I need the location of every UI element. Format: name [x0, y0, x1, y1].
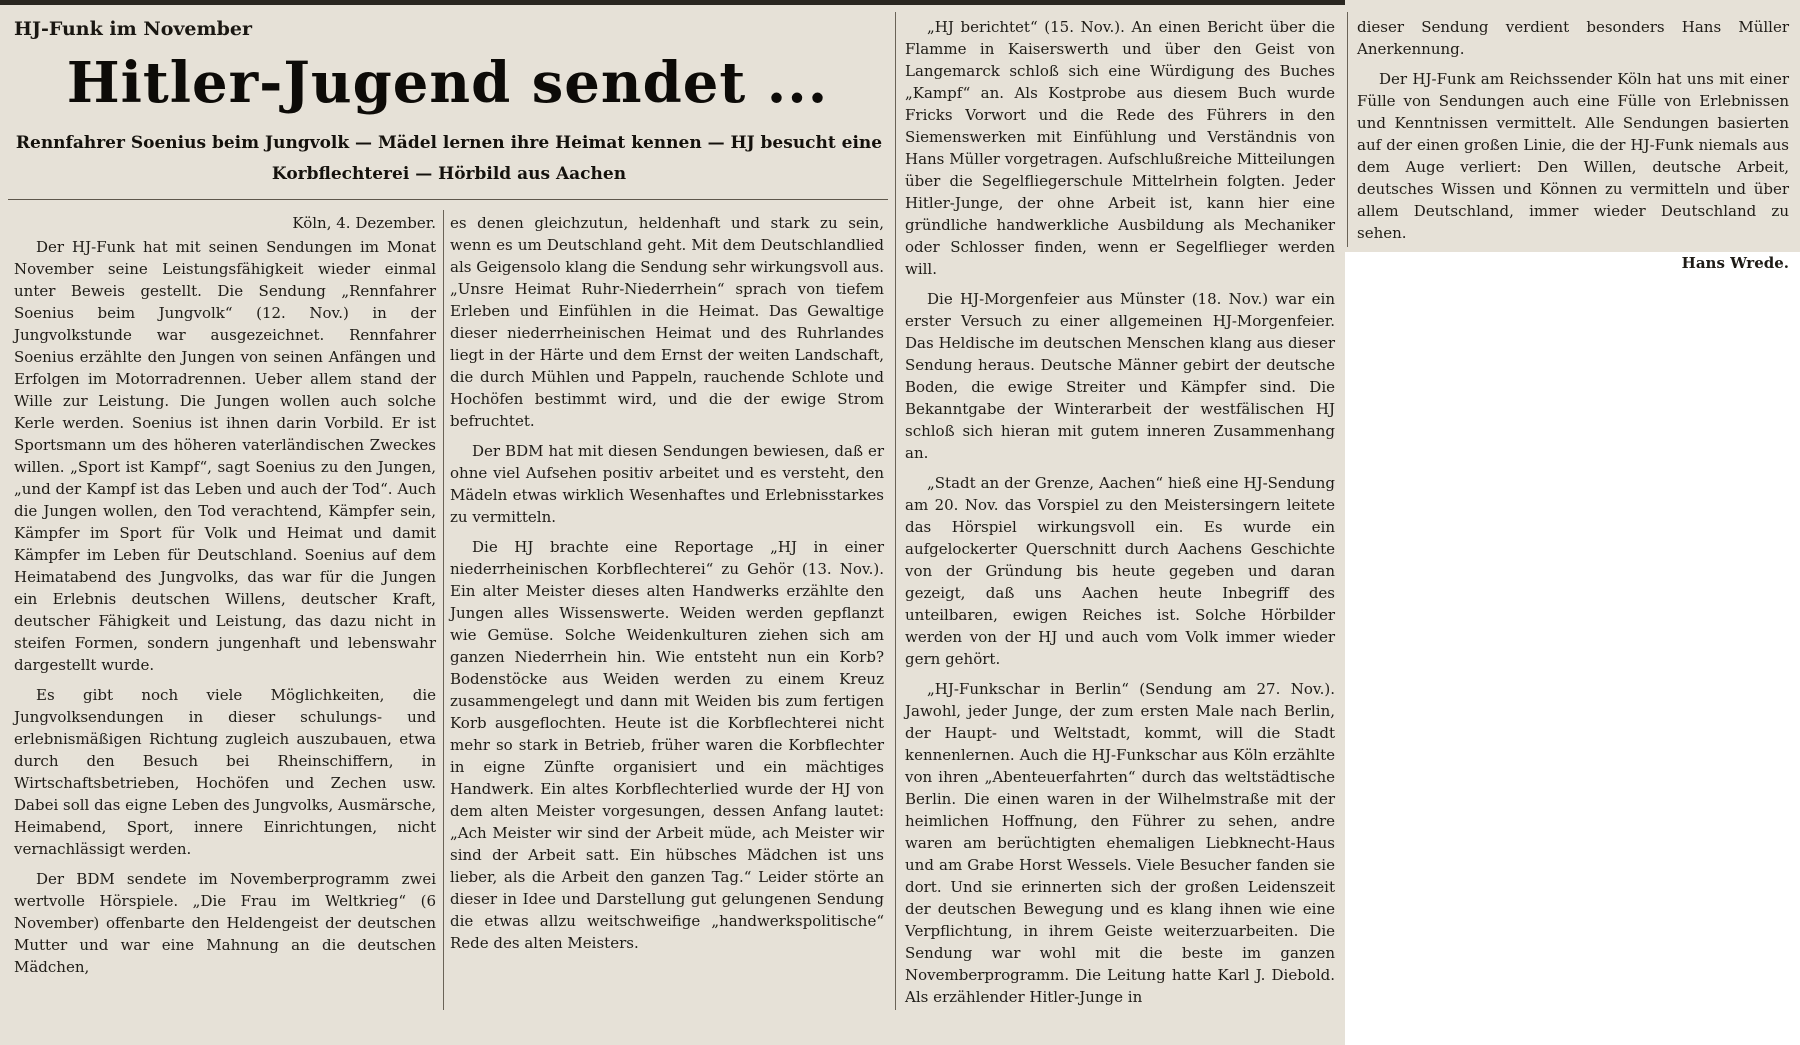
- text-column-4: [1357, 16, 1789, 274]
- paragraph: Die HJ-Morgenfeier aus Münster (18. Nov.) war ein erster Versuch zu einer allgemeinen HJ-Morgenfeier. Das Heldische im deutschen Menschen klang aus dieser Sendung heraus. Deutsche Männer gebirt der deutsche Boden, die ewige Streiter und Kämpfer sind. Die Bekanntgabe der Winterarbeit der westfälischen HJ schloß sich hieran mit gutem inneren Zusammenhang an.: [905, 290, 1335, 462]
- author-byline: Hans Wrede.: [1681, 254, 1789, 272]
- text-column-2: [450, 212, 884, 962]
- paragraph: Der HJ-Funk hat mit seinen Sendungen im Monat November seine Leistungsfähigkeit wieder einmal unter Beweis gestellt. Die Sendung „Rennfahrer Soenius beim Jungvolk“ (12. Nov.) in der Jungvolkstunde war ausgezeichnet. Rennfahrer Soenius erzählte den Jungen von seinen Anfängen und Erfolgen im Motorradrennen. Ueber allem stand der Wille zur Leistung. Die Jungen wollen auch solche Kerle werden. Soenius ist ihnen darin Vorbild. Er ist Sportsmann um des höheren vaterländischen Zweckes willen. „Sport ist Kampf“, sagt Soenius zu den Jungen, „und der Kampf ist das Leben und auch der Tod“. Auch die Jungen wollen, den Tod verachtend, Kämpfer sein, Kämpfer im Sport für Volk und Heimat und damit Kämpfer im Leben für Deutschland. Soenius auf dem Heimatabend des Jungvolks, das war für die Jungen ein Erlebnis deutschen Willens, deutscher Kraft, deutscher Fähigkeit und Leistung, das dazu nicht in steifen Formen, sondern jungenhaft und lebenswahr dargestellt wurde.: [14, 238, 436, 674]
- paragraph: es denen gleichzutun, heldenhaft und stark zu sein, wenn es um Deutschland geht. Mit dem Deutschlandlied als Geigensolo klang die Sendung sehr wirkungsvoll aus. „Unsre Heimat Ruhr-Niederrhein“ sprach von tiefem Erleben und Einfühlen in die Heimat. Das Gewaltige dieser niederrheinischen Heimat und des Ruhrlandes liegt in der Härte und dem Ernst der weiten Landschaft, die durch Mühlen und Pappeln, rauchende Schlote und Hochöfen bestimmt wird, und die der ewige Strom befruchtet.: [450, 214, 884, 430]
- headline-divider: [8, 199, 888, 200]
- top-border-rule: [0, 0, 1345, 5]
- article-headline: Hitler-Jugend sendet ...: [66, 50, 829, 116]
- paragraph: „Stadt an der Grenze, Aachen“ hieß eine HJ-Sendung am 20. Nov. das Vorspiel zu den Meistersingern leitete das Hörspiel wirkungsvoll ein. Es wurde ein aufgelockerter Querschnitt durch Aachens Geschichte von der Gründung bis heute gegeben und daran gezeigt, daß uns Aachen heute Inbegriff des unteilbaren, ewigen Reiches ist. Solche Hörbilder werden von der HJ und auch vom Volk immer wieder gern gehört.: [905, 474, 1335, 668]
- column-divider: [1347, 12, 1348, 247]
- column-divider: [443, 210, 444, 1010]
- paragraph: „HJ-Funkschar in Berlin“ (Sendung am 27. Nov.). Jawohl, jeder Junge, der zum ersten Male nach Berlin, der Haupt- und Weltstadt, kommt, will die Stadt kennenlernen. Auch die HJ-Funkschar aus Köln erzählte von ihren „Abenteuerfahrten“ durch das weltstädtische Berlin. Die einen waren in der Wilhelmstraße mit der heimlichen Hoffnung, den Führer zu sehen, andre waren am berüchtigten ehemaligen Liebknecht-Haus und am Grabe Horst Wessels. Viele Besucher fanden sie dort. Und sie erinnerten sich der großen Leidenszeit der deutschen Bewegung und es klang ihnen wie eine Verpflichtung, in ihrem Geiste weiterzuarbeiten. Die Sendung war wohl mit die beste im ganzen Novemberprogramm. Die Leitung hatte Karl J. Diebold. Als erzählender Hitler-Junge in: [905, 680, 1335, 1006]
- paragraph: Die HJ brachte eine Reportage „HJ in einer niederrheinischen Korbflechterei“ zu Gehör (13. Nov.). Ein alter Meister dieses alten Handwerks erzählte den Jungen alles Wissenswerte. Weiden werden gepflanzt wie Gemüse. Solche Weidenkulturen ziehen sich am ganzen Niederrhein hin. Wie entsteht nun ein Korb? Bodenstöcke aus Weiden werden zu einem Kreuz zusammengelegt und dann mit Weiden bis zum fertigen Korb ausgeflochten. Heute ist die Korbflechterei nicht mehr so stark in Betrieb, früher waren die Korbflechter in eigne Zünfte organisiert und ein mächtiges Handwerk. Ein altes Korbflechterlied wurde der HJ von dem alten Meister vorgesungen, dessen Anfang lautet: „Ach Meister wir sind der Arbeit müde, ach Meister wir sind der Arbeit satt. Ein hübsches Mädchen ist uns lieber, als die Arbeit den ganzen Tag.“ Leider störte an dieser in Idee und Darstellung gut gelungenen Sendung die etwas allzu weitschweifige „handwerkspolitische“ Rede des alten Meisters.: [450, 538, 884, 952]
- paragraph: Der HJ-Funk am Reichssender Köln hat uns mit einer Fülle von Sendungen auch eine Fülle von Erlebnissen und Kenntnissen vermittelt. Alle Sendungen basierten auf der einen großen Linie, die der HJ-Funk niemals aus dem Auge verliert: Den Willen, deutsche Arbeit, deutsches Wissen und Können zu vermitteln und über allem Deutschland, immer wieder Deutschland zu sehen.: [1357, 70, 1789, 242]
- article-kicker: HJ-Funk im November: [14, 18, 252, 40]
- paragraph: dieser Sendung verdient besonders Hans Müller Anerkennung.: [1357, 18, 1789, 58]
- article-subheadline: Rennfahrer Soenius beim Jungvolk — Mädel lernen ihre Heimat kennen — HJ besucht eine Korbflechterei — Hörbild aus Aachen: [15, 133, 883, 184]
- paragraph: Der BDM hat mit diesen Sendungen bewiesen, daß er ohne viel Aufsehen positiv arbeitet und es versteht, den Mädeln etwas wirklich Wesenhaftes und Erlebnisstarkes zu vermitteln.: [450, 442, 884, 526]
- text-column-3: [905, 16, 1335, 1016]
- text-column-1: [14, 212, 436, 986]
- paragraph: „HJ berichtet“ (15. Nov.). An einen Bericht über die Flamme in Kaiserswerth und über den Geist von Langemarck schloß sich eine Würdigung des Buches „Kampf“ an. Als Kostprobe aus diesem Buch wurde Fricks Vorwort und die Rede des Führers in den Siemenswerken mit Einfühlung und Verständnis von Hans Müller vorgetragen. Aufschlußreiche Mitteilungen über die Segelfliegerschule Mittelrhein folgten. Jeder Hitler-Junge, der ohne Arbeit ist, kann hier eine gründliche handwerkliche Ausbildung als Mechaniker oder Schlosser finden, wenn er Segelflieger werden will.: [905, 18, 1335, 278]
- dateline: Köln, 4. Dezember.: [292, 214, 436, 232]
- paragraph: Der BDM sendete im Novemberprogramm zwei wertvolle Hörspiele. „Die Frau im Weltkrieg“ (6 November) offenbarte den Heldengeist der deutschen Mutter und war eine Mahnung an die deutschen Mädchen,: [14, 870, 436, 976]
- column-divider: [895, 12, 896, 1010]
- paragraph: Es gibt noch viele Möglichkeiten, die Jungvolksendungen in dieser schulungs- und erlebnismäßigen Richtung zugleich auszubauen, etwa durch den Besuch bei Rheinschiffern, in Wirtschaftsbetrieben, Hochöfen und Zechen usw. Dabei soll das eigne Leben des Jungvolks, Ausmärsche, Heimabend, Sport, innere Einrichtungen, nicht vernachlässigt werden.: [14, 686, 436, 858]
